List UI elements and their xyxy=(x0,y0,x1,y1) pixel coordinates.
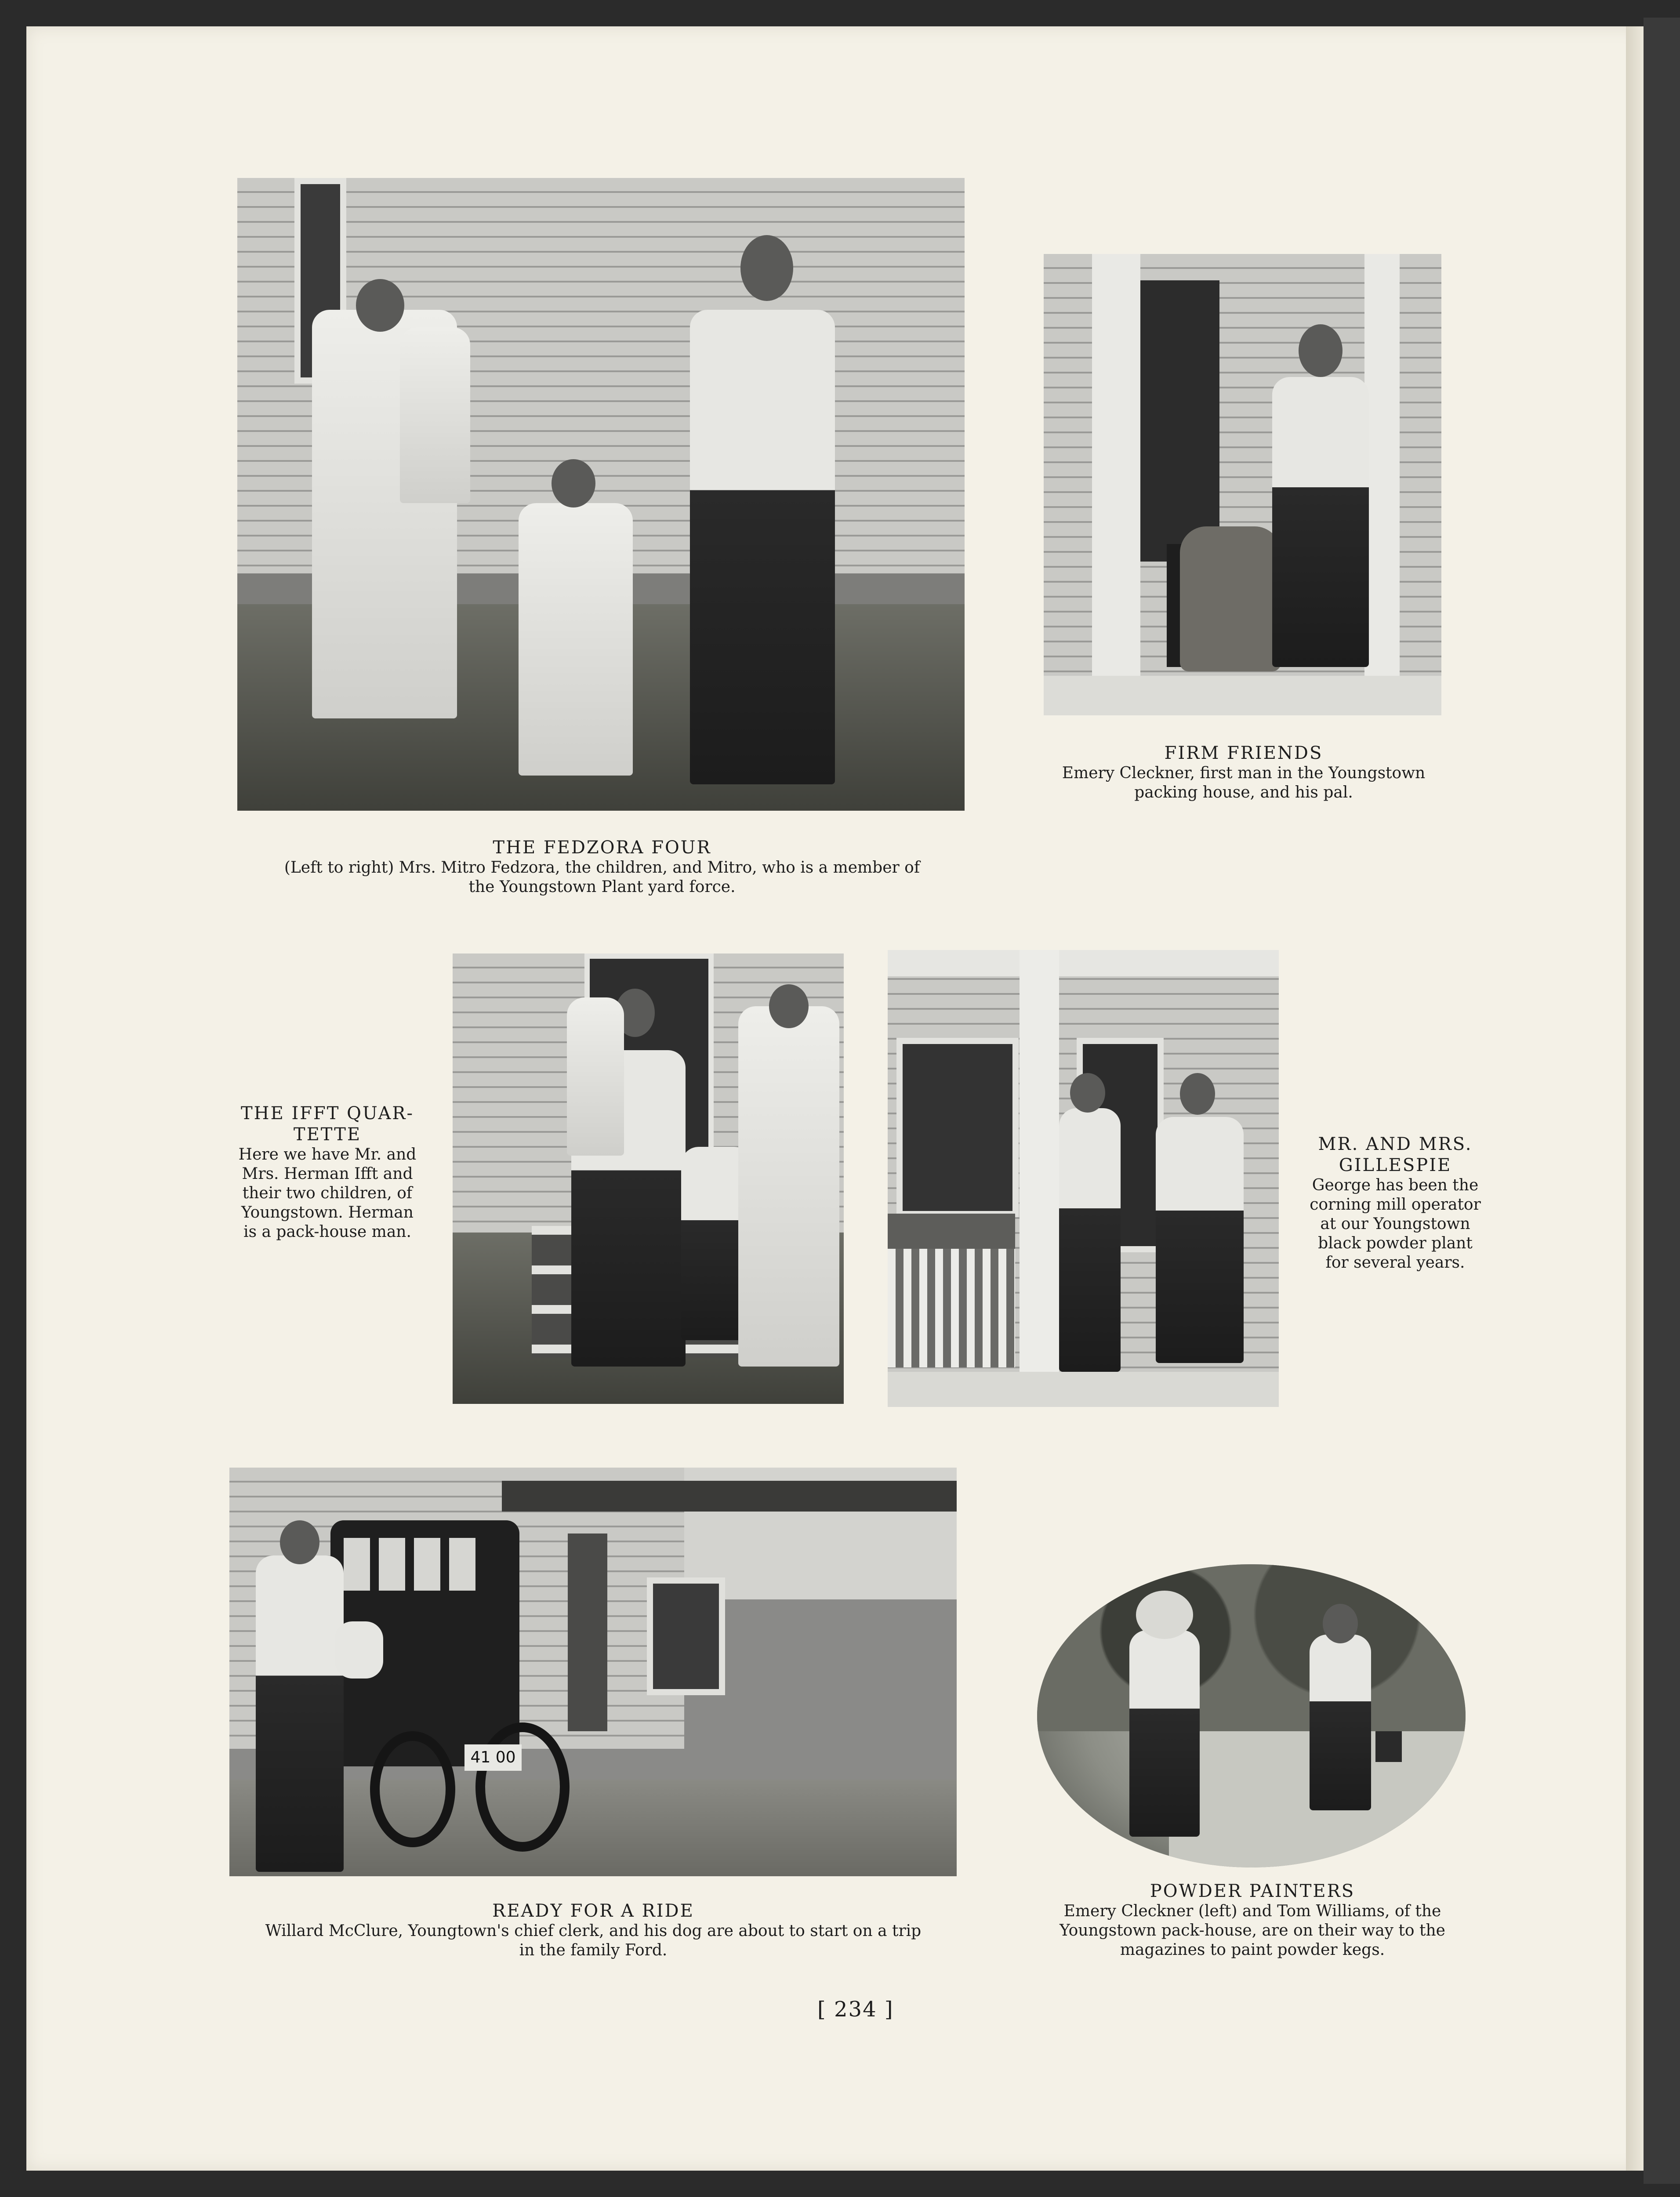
man-figure xyxy=(1156,1117,1244,1363)
caption-line: for several years. xyxy=(1325,1254,1465,1272)
caption-line: Youngstown pack-house, are on their way to the xyxy=(1060,1921,1445,1940)
caption-line: Emery Cleckner, first man in the Youngstown xyxy=(1062,764,1426,782)
caption-line: the Youngstown Plant yard force. xyxy=(468,878,736,896)
caption-title: READY FOR A RIDE xyxy=(492,1901,694,1921)
man-figure xyxy=(256,1555,344,1872)
dog-figure xyxy=(1180,526,1281,671)
woman-figure xyxy=(1059,1108,1121,1372)
caption-line: Here we have Mr. and xyxy=(238,1146,417,1164)
caption-powder-painters xyxy=(998,1881,1507,1960)
caption-line: is a pack-house man. xyxy=(243,1223,411,1241)
photo-fedzora-four xyxy=(237,178,965,811)
car-wheel-rear xyxy=(370,1731,455,1847)
woman-head xyxy=(769,984,809,1028)
porch-floor xyxy=(888,1372,1279,1407)
woman-head xyxy=(356,279,404,332)
porch-post xyxy=(1020,950,1059,1407)
man-head xyxy=(280,1520,319,1564)
child-head xyxy=(552,459,595,508)
porch-railing xyxy=(888,1249,1015,1367)
man-head xyxy=(740,235,793,301)
caption-line: Youngstown. Herman xyxy=(241,1204,414,1222)
caption-line: at our Youngstown xyxy=(1320,1215,1470,1233)
car-windows xyxy=(344,1538,475,1591)
woman-head xyxy=(1070,1073,1105,1113)
caption-line: Mrs. Herman Ifft and xyxy=(242,1165,413,1183)
caption-line: packing house, and his pal. xyxy=(1134,783,1353,801)
caption-line: corning mill operator xyxy=(1310,1196,1481,1214)
caption-line: their two children, of xyxy=(242,1184,413,1202)
house-window xyxy=(896,1038,1019,1217)
caption-line: in the family Ford. xyxy=(519,1941,668,1959)
baby-figure xyxy=(567,997,624,1156)
window-box-flowers xyxy=(888,1214,1015,1249)
page-binding-edge xyxy=(1626,26,1644,2171)
man-right-figure xyxy=(1310,1635,1371,1810)
man-head xyxy=(1299,324,1343,377)
caption-ifft-quartette xyxy=(222,1103,433,1242)
dog-figure xyxy=(335,1621,383,1679)
caption-line: black powder plant xyxy=(1318,1234,1473,1252)
photo-ifft-quartette xyxy=(453,953,844,1404)
caption-line: George has been the xyxy=(1312,1176,1479,1194)
car-wheel-front xyxy=(475,1722,570,1852)
photo-firm-friends xyxy=(1044,254,1441,715)
doorway xyxy=(1132,280,1219,562)
photo-ready-for-a-ride xyxy=(229,1468,957,1876)
man-right-head xyxy=(1323,1604,1358,1643)
book-spine xyxy=(1644,18,1680,2184)
man-left-hat xyxy=(1136,1591,1193,1639)
child-figure xyxy=(519,503,633,776)
caption-fedzora-four xyxy=(229,837,976,897)
caption-title: POWDER PAINTERS xyxy=(1150,1881,1355,1901)
woman-figure xyxy=(738,1006,839,1367)
photo-powder-painters xyxy=(1037,1564,1466,1867)
building-roof xyxy=(502,1481,957,1512)
building-window xyxy=(647,1577,725,1695)
porch-roof xyxy=(888,950,1279,976)
man-left-figure xyxy=(1129,1630,1200,1837)
caption-line: Emery Cleckner (left) and Tom Williams, of the xyxy=(1063,1902,1441,1920)
caption-title: FIRM FRIENDS xyxy=(1164,743,1323,763)
caption-line: Willard McClure, Youngtown's chief clerk, and his dog are about to start on a trip xyxy=(265,1922,922,1940)
man-figure xyxy=(690,310,835,784)
porch-post-left xyxy=(1092,254,1140,685)
page-number: [ 234 ] xyxy=(817,1997,894,2022)
caption-firm-friends xyxy=(1002,743,1485,802)
caption-ready-for-a-ride xyxy=(220,1900,967,1960)
caption-title: GILLESPIE xyxy=(1339,1155,1452,1175)
porch-post-right xyxy=(1364,254,1400,685)
caption-gillespie xyxy=(1285,1134,1505,1273)
building-door xyxy=(568,1534,607,1731)
porch-floor xyxy=(1044,676,1441,715)
photo-gillespie xyxy=(888,950,1279,1407)
baby-figure xyxy=(400,327,470,503)
man-head xyxy=(1180,1073,1215,1115)
caption-line: (Left to right) Mrs. Mitro Fedzora, the children, and Mitro, who is a member of xyxy=(284,859,920,877)
foliage xyxy=(1037,1564,1466,1731)
caption-title: MR. AND MRS. xyxy=(1318,1134,1473,1154)
caption-line: magazines to paint powder kegs. xyxy=(1120,1941,1385,1959)
caption-title: TETTE xyxy=(293,1124,362,1145)
caption-title: THE FEDZORA FOUR xyxy=(493,837,711,858)
paint-bucket xyxy=(1375,1731,1402,1762)
license-plate: 41 00 xyxy=(464,1744,522,1771)
caption-title: THE IFFT QUAR- xyxy=(241,1103,414,1124)
man-figure xyxy=(1272,377,1369,667)
